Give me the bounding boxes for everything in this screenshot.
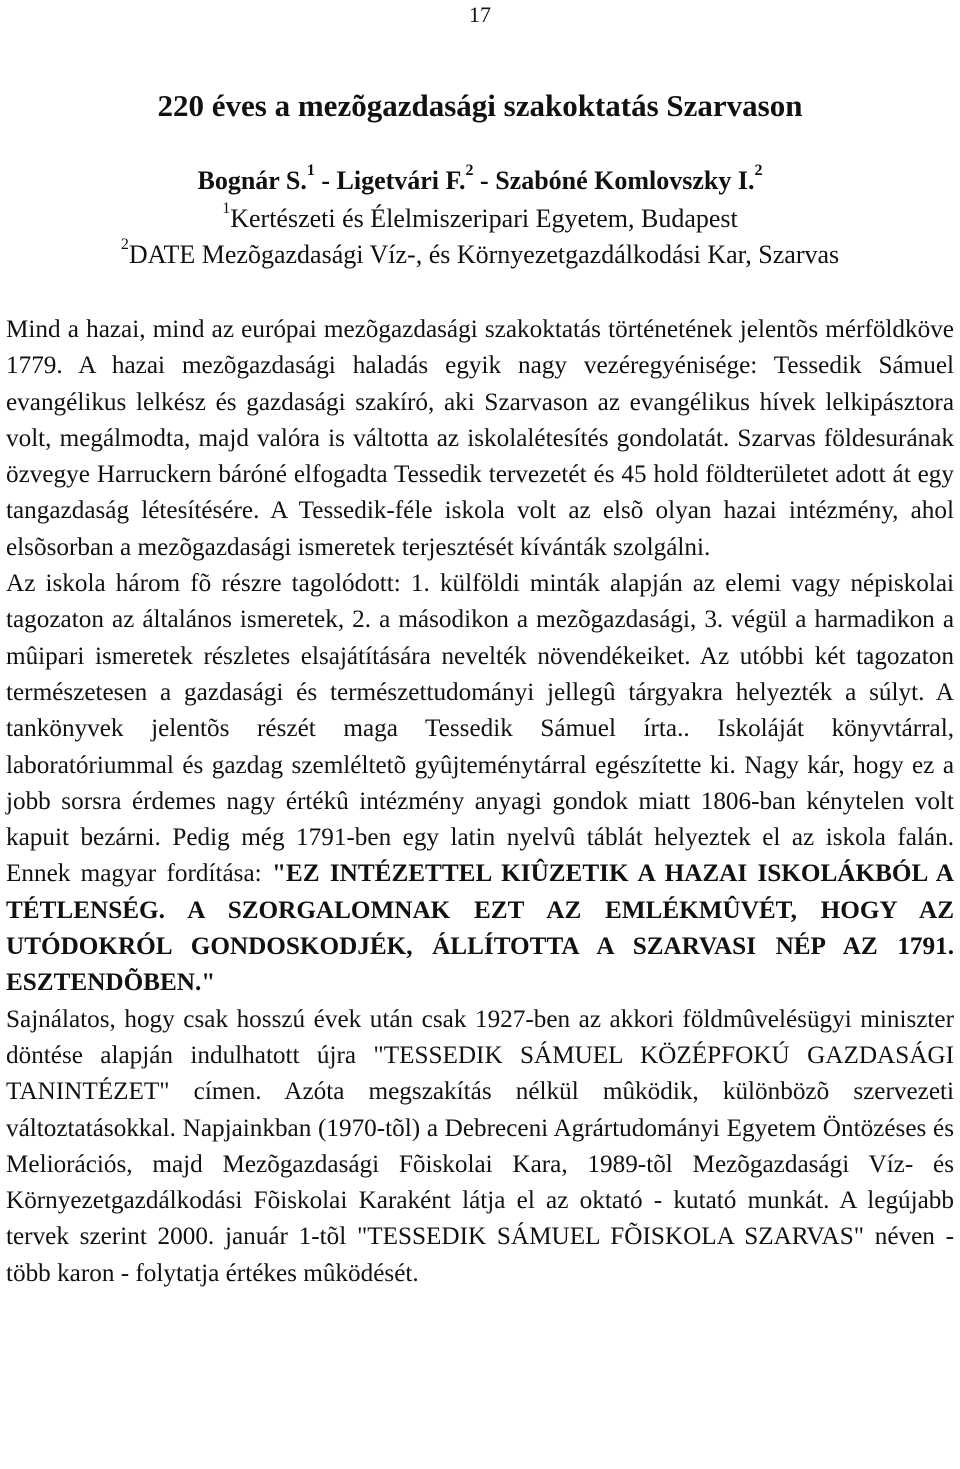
affiliation-2-mark: 2 bbox=[120, 236, 129, 253]
author-2: - Ligetvári F. bbox=[314, 166, 466, 195]
affiliation-2 bbox=[0, 236, 960, 270]
paragraph-3: Sajnálatos, hogy csak hosszú évek után csak 1927-ben az akkori földmûvelésügyi miniszter döntése alapján indulhatott újra "TESSEDIK SÁMUEL KÖZÉPFOKÚ GAZDASÁGI TANINTÉZET" címen. Azóta megszakítás nélkül mûködik, különbözõ szervezeti változtatásokkal. Napjainkban (1970-tõl) a Debreceni Agrártudományi Egyetem Öntözéses és Meliorációs, majd Mezõgazdasági Fõiskolai Kara, 1989-tõl Mezõgazdasági Víz- és Környezetgazdálkodási Fõiskolai Karaként látja el az oktató - kutató munkát. A legújabb tervek szerint 2000. január 1-tõl "TESSEDIK SÁMUEL FÕISKOLA SZARVAS" néven - több karon - folytatja értékes mûködését. bbox=[6, 1005, 954, 1287]
affiliation-1-text: Kertészeti és Élelmiszeripari Egyetem, Budapest bbox=[230, 204, 738, 233]
author-3: - Szabóné Komlovszky I. bbox=[473, 166, 755, 195]
affiliation-1-mark: 1 bbox=[222, 200, 231, 217]
paper-title: 220 éves a mezõgazdasági szakoktatás Szarvason bbox=[157, 88, 803, 123]
author-1: Bognár S. bbox=[197, 166, 307, 195]
author-3-affiliation-mark: 2 bbox=[754, 162, 763, 179]
author-1-affiliation-mark: 1 bbox=[306, 162, 315, 179]
author-2-affiliation-mark: 2 bbox=[465, 162, 474, 179]
article-body bbox=[6, 312, 954, 1292]
paragraph-1: Mind a hazai, mind az európai mezõgazdasági szakoktatás történetének jelentõs mérföldköve 1779. A hazai mezõgazdasági haladás egyik nagy vezéregyénisége: Tessedik Sámuel evangélikus lelkész és gazdasági szakíró, aki Szarvason az evangélikus hívek lelkipásztora volt, megálmodta, majd valóra is váltotta az iskolalétesítés gondolatát. Szarvas földesurának özvegye Harruckern báróné elfogadta Tessedik tervezetét és 45 hold földterületet adott át egy tangazdaság létesítésére. A Tessedik-féle iskola volt az elsõ olyan hazai intézmény, ahol elsõsorban a mezõgazdasági ismeretek terjesztését kívánták szolgálni. bbox=[6, 316, 954, 561]
inscription-translation: "EZ INTÉZETTEL KIÛZETIK A HAZAI ISKOLÁKBÓL A TÉTLENSÉG. A SZORGALOMNAK EZT AZ EMLÉKMÛVÉT, HOGY AZ UTÓDOKRÓL GONDOSKODJÉK, ÁLLÍTOTTA A SZARVASI NÉP AZ 1791. ESZTENDÕBEN." bbox=[6, 860, 954, 997]
page-number: 17 bbox=[469, 2, 491, 27]
authors-line bbox=[0, 162, 960, 196]
affiliation-1 bbox=[0, 200, 960, 234]
affiliation-2-text: DATE Mezõgazdasági Víz-, és Környezetgazdálkodási Kar, Szarvas bbox=[128, 240, 840, 269]
paragraph-2 bbox=[6, 566, 954, 1002]
paragraph-2-text: Az iskola három fõ részre tagolódott: 1. külföldi minták alapján az elemi vagy népiskolai tagozaton az általános ismeretek, 2. a másodikon a mezõgazdasági, 3. végül a harmadikon a mûipari ismeretek részletes elsajátítására nevelték növendékeiket. Az utóbbi két tagozaton természetesen a gazdasági és természettudományi jellegû tárgyakra helyezték a súlyt. A tankönyvek jelentõs részét maga Tessedik Sámuel írta.. Iskoláját könyvtárral, laboratóriummal és gazdag szemléltetõ gyûjteménytárral egészítette ki. Nagy kár, hogy ez a jobb sorsra érdemes nagy értékû intézmény anyagi gondok miatt 1806-ban kénytelen volt kapuit bezárni. Pedig még 1791-ben egy latin nyelvû táblát helyeztek el az iskola falán. Ennek magyar fordítása: bbox=[6, 570, 954, 888]
